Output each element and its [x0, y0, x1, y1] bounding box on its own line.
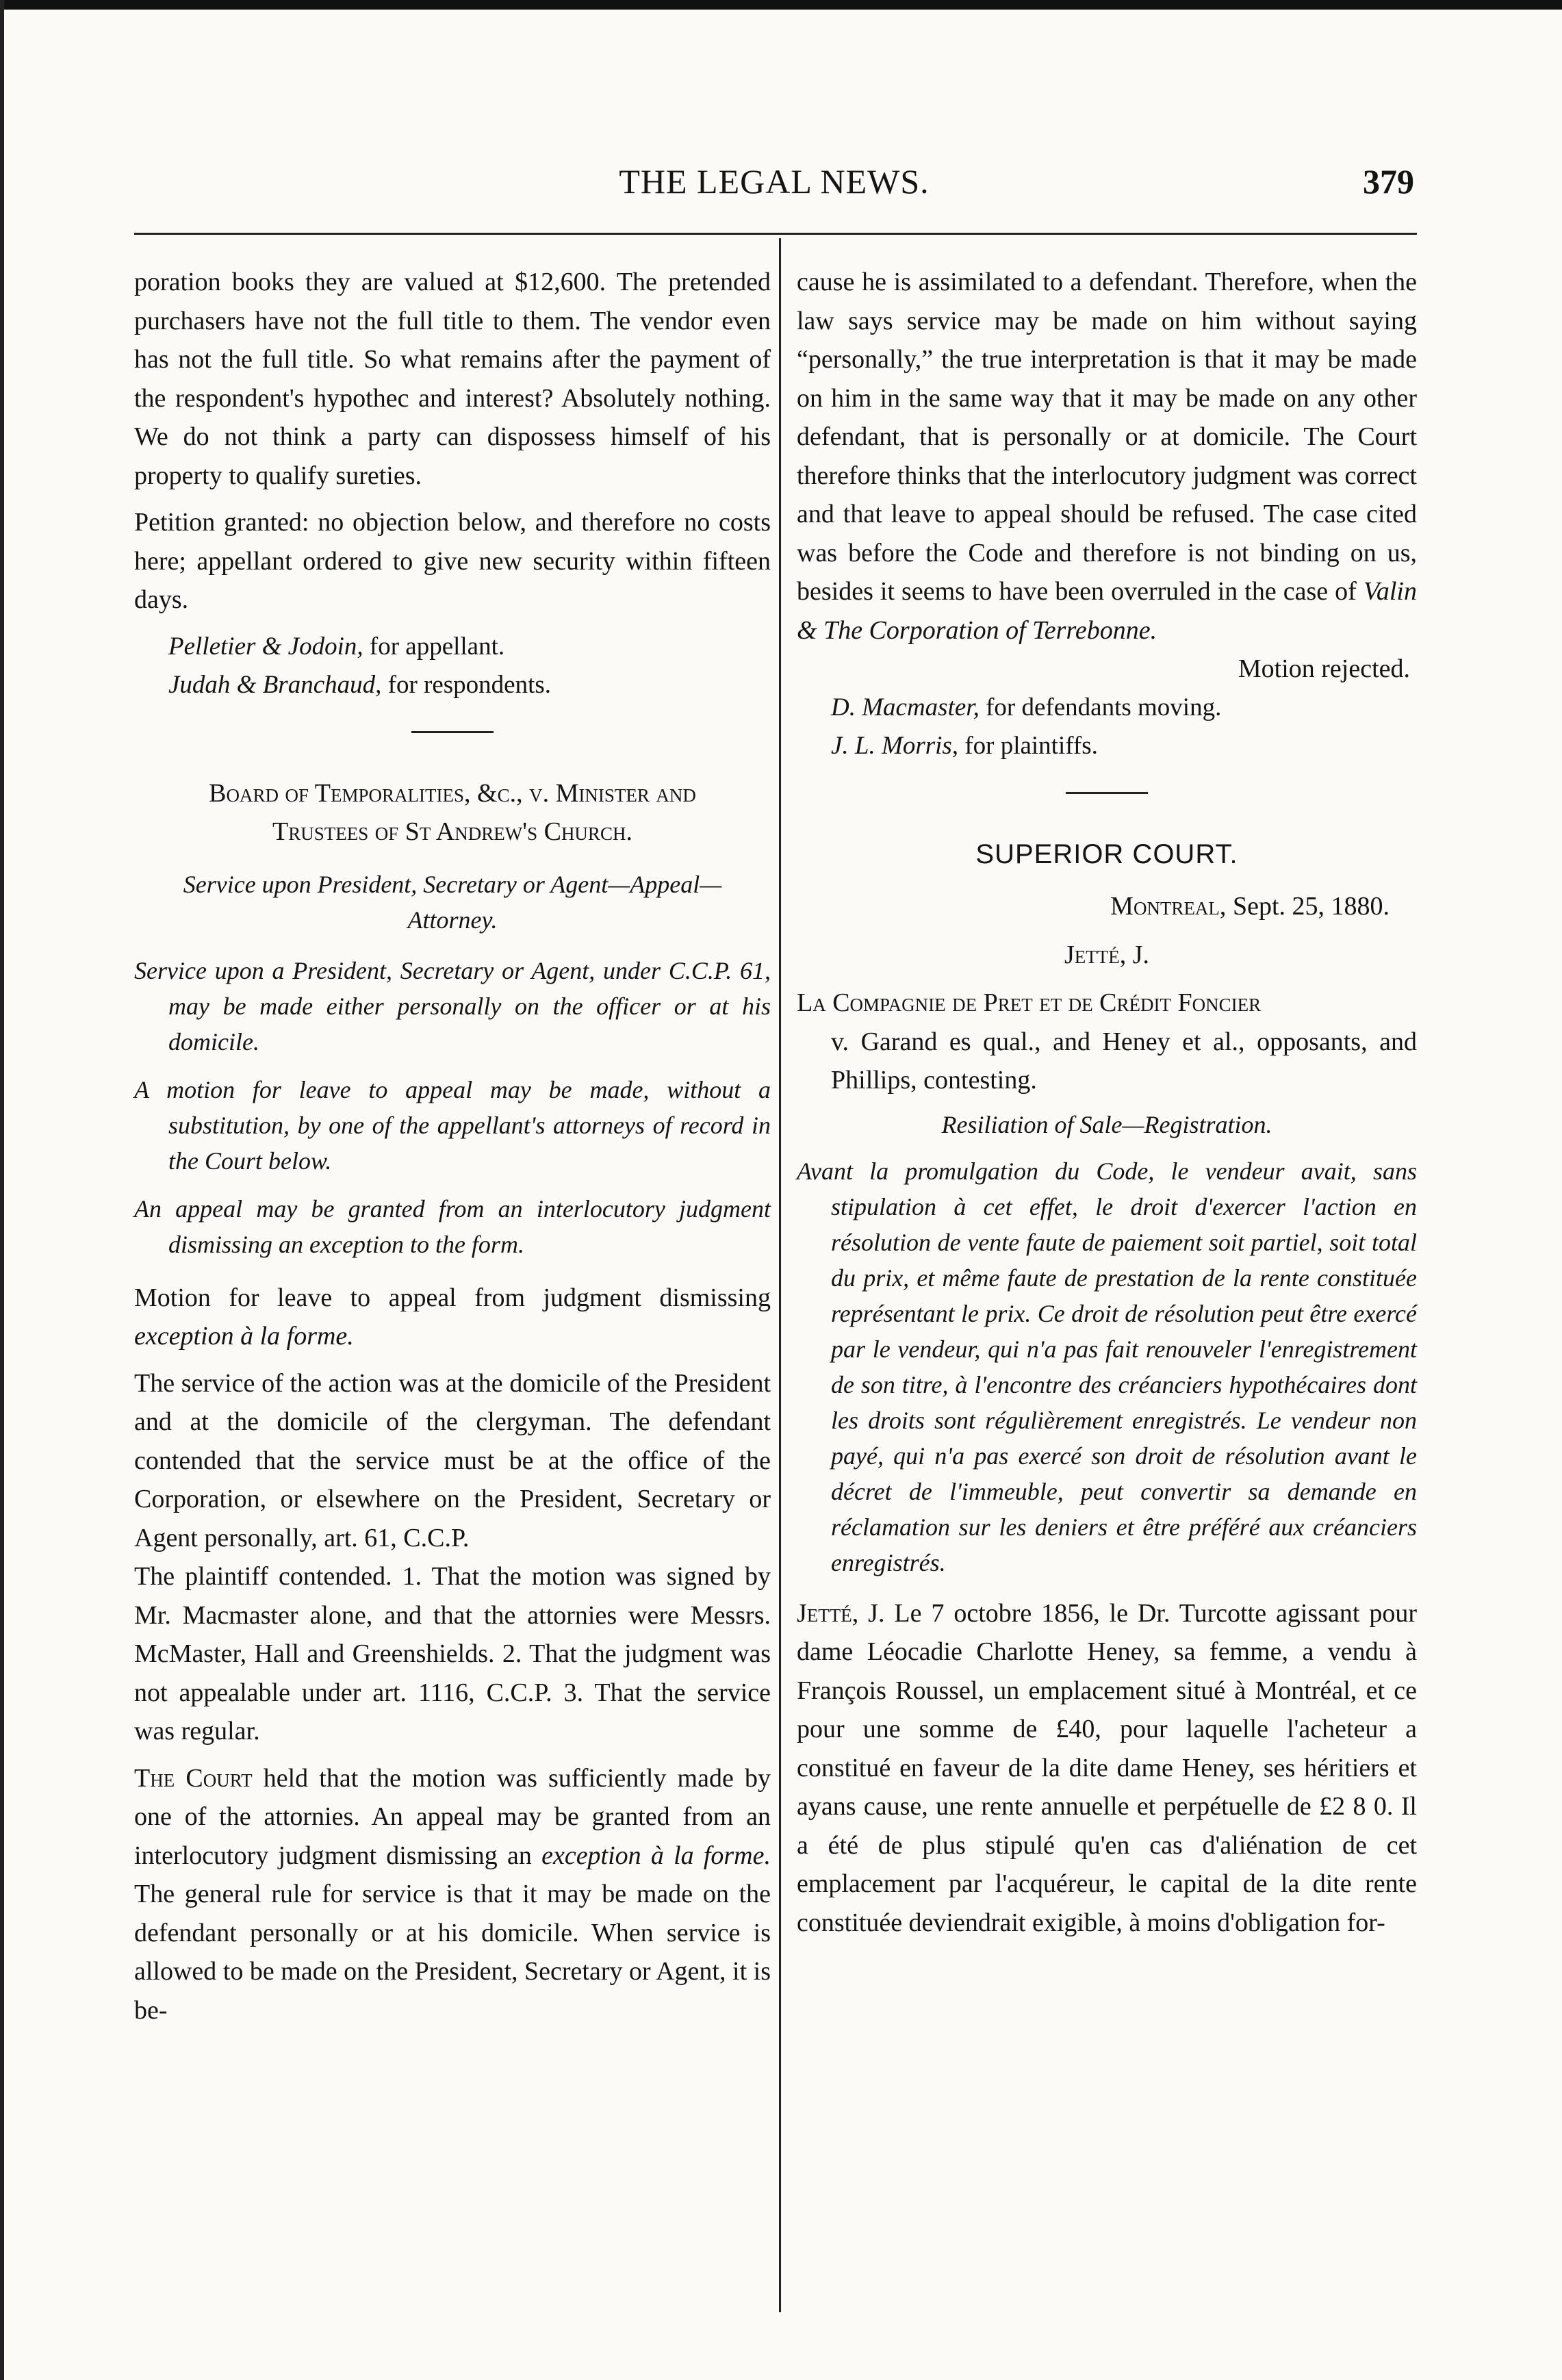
scan-top-edge	[0, 0, 1562, 10]
text-run: held that the motion was sufficiently made by one of the attornies. An appeal may be granted from an interlocutory judgment dismissing an	[134, 1763, 771, 1870]
counsel-line	[797, 727, 1417, 766]
counsel-name: J. L. Morris,	[831, 732, 959, 760]
judge-name: Jetté, J.	[1064, 940, 1150, 969]
counsel-role: for defendants moving.	[979, 693, 1222, 721]
text-run-italic: exception à la forme.	[134, 1322, 354, 1351]
text-run: Motion for leave to appeal from judgment dismissing	[134, 1283, 771, 1312]
court-heading: SUPERIOR COURT.	[975, 839, 1238, 869]
counsel-role: for plaintiffs.	[958, 732, 1098, 760]
text-run: Le 7 octobre 1856, le Dr. Turcotte agissant pour dame Léocadie Charlotte Heney, sa femme, a vendu à François Roussel, un emplacement situé à Montréal, et ce pour une somme de £40, pour laquelle l'acheteur a constitué en faveur de la dite dame Heney, ses héritiers et ayans cause, une rente annuelle et perpétuelle de £2 8 0. Il a été de plus stipulé qu'en cas d'aliénation de cet emplacement par l'acquéreur, le capital de la dite rente constituée deviendrait exigible, à moins d'obligation for-	[797, 1598, 1418, 1937]
text-run-smallcaps: Jetté, J.	[797, 1598, 885, 1628]
page-number: 379	[1363, 162, 1414, 201]
header-rule	[134, 233, 1417, 235]
dateline	[797, 887, 1417, 926]
headnote: A motion for leave to appeal may be made, without a substitution, by one of the appellant's attorneys of record in the Court below.	[134, 1075, 771, 1175]
text-run-italic: exception à la forme.	[541, 1841, 771, 1870]
running-header	[134, 162, 1414, 216]
section-separator	[1066, 792, 1148, 794]
scan-left-edge	[0, 0, 4, 2380]
text-run-smallcaps: The Court	[134, 1763, 253, 1793]
counsel-name: Pelletier & Jodoin,	[168, 632, 363, 661]
journal-title: THE LEGAL NEWS.	[619, 162, 930, 201]
headnote: An appeal may be granted from an interlocutory judgment dismissing an exception to the form.	[134, 1194, 771, 1258]
counsel-line	[134, 666, 771, 705]
right-column	[797, 263, 1417, 1942]
headnote: Avant la promulgation du Code, le vendeur avait, sans stipulation à cet effet, le droit d'exercer l'action en résolution de vente faute de paiement soit partiel, soit total du prix, et même faute de prestation de la rente constituée représentant le prix. Ce droit de résolution peut être exercé par le vendeur, qui n'a pas fait renouveler l'enregistrement de son titre, à l'encontre des créanciers hypothécaires dont les droits sont régulièrement enregistrés. Le vendeur non payé, qui n'a pas exercé son droit de résolution avant le décret de l'immeuble, peut convertir sa demande en réclamation sur les deniers et être préféré aux créanciers enregistrés.	[797, 1157, 1417, 1576]
paragraph	[797, 263, 1417, 650]
case-title: Trustees of St Andrew's Church.	[272, 817, 632, 846]
place: Montreal,	[1110, 892, 1227, 921]
case-parties: v. Garand es qual., and Heney et al., opposants, and Phillips, contesting.	[831, 1027, 1417, 1095]
left-column	[134, 263, 771, 2030]
ruling: Motion rejected.	[1238, 654, 1410, 683]
paragraph: The plaintiff contended. 1. That the motion was signed by Mr. Macmaster alone, and that the attornies were Messrs. McMaster, Hall and Greenshields. 2. That the judgment was not appealable under art. 1116, C.C.P. 3. That the service was regular.	[134, 1562, 771, 1745]
paragraph: Petition granted: no objection below, and therefore no costs here; appellant ordered to give new security within fifteen days.	[134, 508, 771, 614]
column-divider	[779, 238, 781, 2312]
section-separator	[411, 731, 494, 733]
counsel-line	[797, 689, 1417, 728]
date: Sept. 25, 1880.	[1226, 892, 1390, 921]
paragraph	[134, 1279, 771, 1356]
counsel-role: for respondents.	[381, 671, 552, 699]
paragraph: poration books they are valued at $12,600. The pretended purchasers have not the full title to them. The vendor even has not the full title. So what remains after the payment of the respondent's hypothec and interest? Absolutely nothing. We do not think a party can dispossess himself of his property to qualify sureties.	[134, 268, 771, 490]
case-title: Board of Temporalities, &c., v. Minister and	[209, 778, 696, 808]
counsel-name: Judah & Branchaud,	[168, 671, 382, 699]
paragraph	[797, 1594, 1417, 1943]
counsel-line	[134, 628, 771, 667]
case-subject: Resiliation of Sale—Registration.	[941, 1110, 1272, 1138]
text-run: cause he is assimilated to a defendant. Therefore, when the law says service may be made on him without saying “personally,” the true interpretation is that it may be made on him in the same way that it may be made on any other defendant, that is personally or at domicile. The Court therefore thinks that the interlocutory judgment was correct and that leave to appeal should be refused. The case cited was before the Code and therefore is not binding on us, besides it seems to have been overruled in the case of	[797, 268, 1417, 606]
counsel-role: for appellant.	[363, 632, 505, 661]
text-run: The general rule for service is that it may be made on the defendant personally or at his domicile. When service is allowed to be made on the President, Secretary or Agent, it is be-	[134, 1880, 771, 2025]
headnote: Service upon a President, Secretary or Agent, under C.C.P. 61, may be made either personally on the officer or at his domicile.	[134, 956, 771, 1055]
case-subject: Service upon President, Secretary or Agent—Appeal—Attorney.	[183, 870, 722, 934]
counsel-name: D. Macmaster,	[831, 693, 980, 721]
paragraph	[134, 1759, 771, 2030]
case-parties: La Compagnie de Pret et de Crédit Foncier	[797, 988, 1262, 1017]
paragraph: The service of the action was at the domicile of the President and at the domicile of the clergyman. The defendant contended that the service must be at the office of the Corporation, or elsewhere on the President, Secretary or Agent personally, art. 61, C.C.P.	[134, 1368, 771, 1552]
text-run-italic: Valin & The Corporation of Terrebonne.	[797, 577, 1417, 645]
